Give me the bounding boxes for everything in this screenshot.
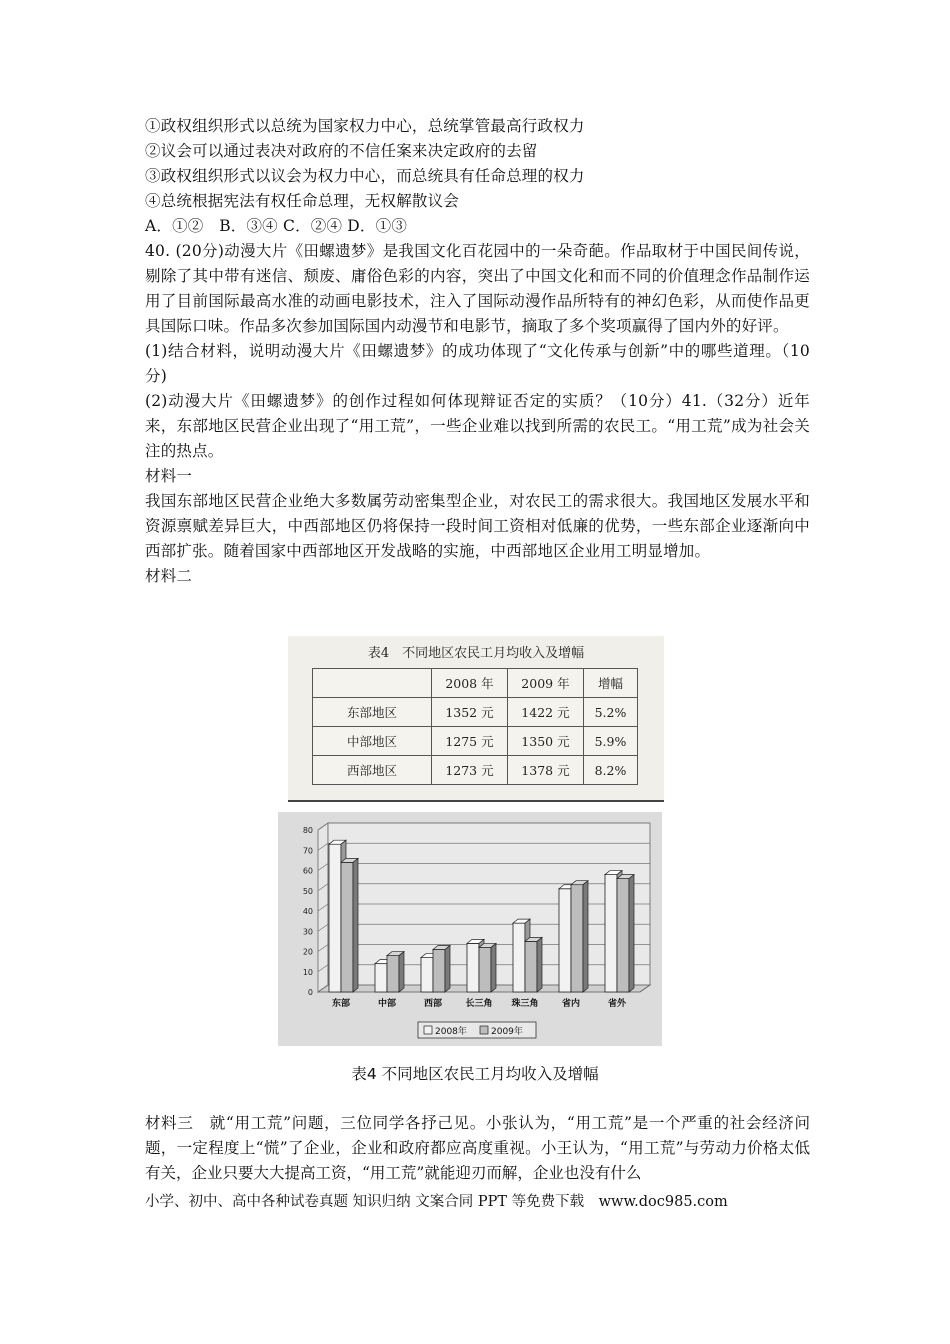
table-cell: 8.2% bbox=[583, 756, 637, 785]
table-cell: 1273 元 bbox=[432, 756, 508, 785]
y-tick-label: 30 bbox=[302, 927, 313, 937]
bar-chart-svg bbox=[278, 812, 662, 1046]
table-cell: 东部地区 bbox=[313, 698, 432, 727]
bar-2009年 bbox=[571, 885, 583, 992]
question-text-block bbox=[145, 114, 810, 589]
table-header-cell: 增幅 bbox=[583, 669, 637, 698]
bar-side-2009年 bbox=[629, 875, 634, 992]
bar-side-2009年 bbox=[583, 881, 588, 992]
y-tick-label: 0 bbox=[307, 988, 313, 997]
table-cell: 1275 元 bbox=[432, 727, 508, 756]
material-3-text: 材料三 就“用工荒”问题，三位同学各抒己见。小张认为，“用工荒”是一个严重的社会经济问题，一定程度上“慌”了企业，企业和政府都应高度重视。小王认为，“用工荒”与劳动力价格太低有关，企业只要大大提高工资，“用工荒”就能迎刃而解，企业也没有什么 bbox=[145, 1114, 810, 1182]
bar-2008年 bbox=[329, 844, 341, 992]
table-cell: 1378 元 bbox=[507, 756, 583, 785]
y-tick-label: 40 bbox=[302, 907, 313, 916]
legend-label: 2008年 bbox=[435, 1027, 467, 1037]
material-1-label: 材料一 bbox=[145, 467, 193, 485]
income-bar-chart bbox=[278, 812, 662, 1046]
legend-label: 2009年 bbox=[491, 1027, 523, 1037]
question-40-sub2: (2)动漫大片《田螺遗梦》的创作过程如何体现辩证否定的实质？（10分）41.（32分）近年来，东部地区民营企业出现了“用工荒”，一些企业难以找到所需的农民工。“用工荒”成为社会关注的热点。 bbox=[145, 392, 810, 460]
legend-swatch bbox=[480, 1026, 488, 1034]
bar-2009年 bbox=[479, 947, 491, 992]
y-tick-label: 80 bbox=[302, 826, 313, 835]
question-40-sub1: (1)结合材料，说明动漫大片《田螺遗梦》的成功体现了“文化传承与创新”中的哪些道理。（10分) bbox=[145, 342, 810, 385]
table-caption: 表4 不同地区农民工月均收入及增幅 bbox=[367, 646, 585, 661]
table-header-cell: 2008 年 bbox=[432, 669, 508, 698]
x-category-label: 省内 bbox=[561, 999, 581, 1009]
x-category-label: 省外 bbox=[607, 999, 627, 1009]
page-footer: 小学、初中、高中各种试卷真题 知识归纳 文案合同 PPT 等免费下载 www.doc985.com bbox=[145, 1194, 728, 1210]
table-row bbox=[313, 698, 638, 727]
income-table bbox=[312, 668, 638, 785]
y-tick-label: 60 bbox=[302, 866, 313, 876]
bar-2008年 bbox=[605, 875, 617, 992]
table-cell: 1352 元 bbox=[432, 698, 508, 727]
table-cell: 5.2% bbox=[583, 698, 637, 727]
option-line-4: ④总统根据宪法有权任命总理，无权解散议会 bbox=[145, 192, 460, 210]
answer-choices: A．①② B．③④ C．②④ D．①③ bbox=[145, 217, 408, 235]
bar-2009年 bbox=[387, 956, 399, 992]
bar-side-2009年 bbox=[537, 937, 542, 992]
table-header-cell bbox=[313, 669, 432, 698]
bar-side-2009年 bbox=[399, 952, 404, 992]
table-row bbox=[313, 727, 638, 756]
y-tick-label: 70 bbox=[302, 846, 313, 856]
table-underline bbox=[288, 800, 664, 802]
table-cell: 中部地区 bbox=[313, 727, 432, 756]
table-cell: 5.9% bbox=[583, 727, 637, 756]
x-category-label: 珠三角 bbox=[511, 999, 539, 1009]
bar-2008年 bbox=[375, 964, 387, 992]
bar-2008年 bbox=[421, 958, 433, 992]
bar-2009年 bbox=[525, 941, 537, 992]
bar-2008年 bbox=[513, 923, 525, 992]
material-2-label: 材料二 bbox=[145, 567, 193, 585]
material-1-text: 我国东部地区民营企业绝大多数属劳动密集型企业，对农民工的需求很大。我国地区发展水平和资源禀赋差异巨大，中西部地区仍将保持一段时间工资相对低廉的优势，一些东部企业逐渐向中西部扩张。随着国家中西部地区开发战略的实施，中西部地区企业用工明显增加。 bbox=[145, 492, 810, 560]
table-row bbox=[313, 756, 638, 785]
y-tick-label: 20 bbox=[302, 947, 313, 957]
x-category-label: 东部 bbox=[331, 999, 351, 1009]
option-line-2: ②议会可以通过表决对政府的不信任案来决定政府的去留 bbox=[145, 142, 538, 160]
bar-side-2009年 bbox=[445, 945, 450, 992]
table-cell: 西部地区 bbox=[313, 756, 432, 785]
y-tick-label: 50 bbox=[302, 886, 313, 896]
figure-caption: 表4 不同地区农民工月均收入及增幅 bbox=[351, 1065, 599, 1083]
bar-2009年 bbox=[341, 862, 353, 992]
x-category-label: 西部 bbox=[423, 999, 443, 1009]
bar-2008年 bbox=[559, 889, 571, 992]
x-category-label: 长三角 bbox=[465, 999, 493, 1009]
option-line-3: ③政权组织形式以议会为权力中心，而总统具有任命总理的权力 bbox=[145, 167, 585, 185]
income-table-figure bbox=[288, 636, 664, 802]
bar-2008年 bbox=[467, 943, 479, 992]
option-line-1: ①政权组织形式以总统为国家权力中心，总统掌管最高行政权力 bbox=[145, 117, 585, 135]
question-40-intro: 40. (20分)动漫大片《田螺遗梦》是我国文化百花园中的一朵奇葩。作品取材于中国民间传说，剔除了其中带有迷信、颓废、庸俗色彩的内容，突出了中国文化和而不同的价值理念作品制作运用了目前国际最高水准的动画电影技术，注入了国际动漫作品所特有的神幻色彩，从而使作品更具国际口味。作品多次参加国际国内动漫节和电影节，摘取了多个奖项赢得了国内外的好评。 bbox=[145, 242, 810, 335]
bar-2009年 bbox=[617, 879, 629, 992]
y-tick-label: 10 bbox=[302, 967, 313, 977]
table-cell: 1422 元 bbox=[507, 698, 583, 727]
bar-2009年 bbox=[433, 949, 445, 992]
table-header-cell: 2009 年 bbox=[507, 669, 583, 698]
legend-swatch bbox=[424, 1026, 432, 1034]
bar-side-2009年 bbox=[491, 943, 496, 992]
x-category-label: 中部 bbox=[377, 999, 397, 1009]
table-header-row bbox=[313, 669, 638, 698]
bar-side-2009年 bbox=[353, 858, 358, 992]
table-cell: 1350 元 bbox=[507, 727, 583, 756]
